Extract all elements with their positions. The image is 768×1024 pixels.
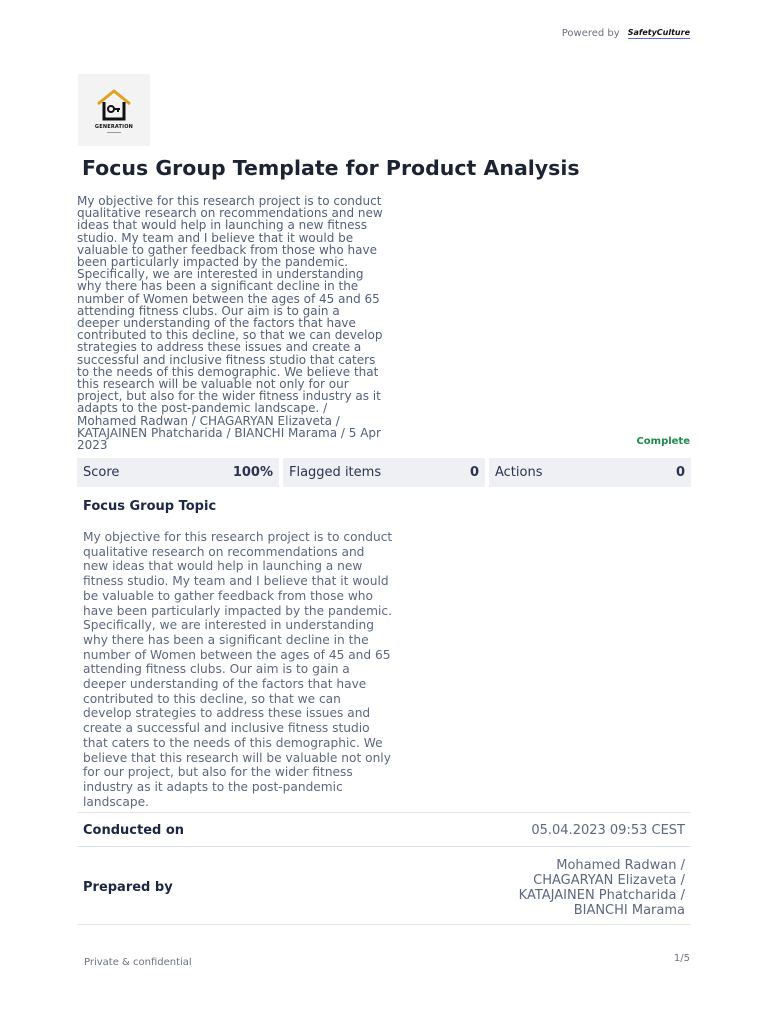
safetyculture-logo: SafetyCulture <box>627 28 690 37</box>
actions-stat <box>489 458 691 487</box>
actions-value: 0 <box>675 465 685 480</box>
house-icon <box>94 88 134 122</box>
divider <box>77 846 691 847</box>
flagged-items-label: Flagged items <box>289 465 382 480</box>
prepared-by-label: Prepared by <box>83 880 173 895</box>
prepared-by-value: Mohamed Radwan / CHAGARYAN Elizaveta / KATAJAINEN Phatcharida / BIANCHI Marama <box>518 858 685 918</box>
confidential-note: Private & confidential <box>84 957 192 968</box>
company-logo <box>78 74 150 146</box>
powered-by-label: Powered by <box>561 28 620 39</box>
conducted-on-value: 05.04.2023 09:53 CEST <box>531 823 685 838</box>
powered-by <box>562 28 690 39</box>
topic-title: Focus Group Topic <box>83 499 217 514</box>
score-value: 100% <box>232 465 273 480</box>
document-title: Focus Group Template for Product Analysis <box>82 156 580 180</box>
divider <box>77 812 691 813</box>
actions-label: Actions <box>495 465 543 480</box>
summary-stats <box>77 458 691 487</box>
document-description: My objective for this research project is to conduct qualitative research on recommendations and new ideas that would help in launching a new fitness studio. My team and I believe that it would be valuable to gather feedback from those who have been particularly impacted by the pandemic. Specifically, we are interested in understanding why there has been a significant decline in the number of Women between the ages of 45 and 65 attending fitness clubs. Our aim is to gain a deeper understanding of the factors that have contributed to this decline, so that we can develop strategies to address these issues and create a successful and inclusive fitness studio that caters to the needs of this demographic. We believe that this research will be valuable not only for our project, but also for the wider fitness industry as it adapts to the post-pandemic landscape. / Mohamed Radwan / CHAGARYAN Elizaveta / KATAJAINEN Phatcharida / BIANCHI Marama / 5 Apr 2023 <box>77 194 383 453</box>
logo-underline <box>107 132 121 133</box>
flagged-items-value: 0 <box>469 465 479 480</box>
divider <box>77 924 691 925</box>
page-number: 1/5 <box>673 953 690 964</box>
conducted-on-label: Conducted on <box>83 823 185 838</box>
logo-wordmark: GENERATION <box>94 123 134 130</box>
score-label: Score <box>83 465 120 480</box>
topic-answer: My objective for this research project is to conduct qualitative research on recommendations and new ideas that would help in launching a new fitness studio. My team and I believe that it would be valuable to gather feedback from those who have been particularly impacted by the pandemic. Specifically, we are interested in understanding why there has been a significant decline in the number of Women between the ages of 45 and 65 attending fitness clubs. Our aim is to gain a deeper understanding of the factors that have contributed to this decline, so that we can develop strategies to address these issues and create a successful and inclusive fitness studio that caters to the needs of this demographic. We believe that this research will be valuable not only for our project, but also for the wider fitness industry as it adapts to the post-pandemic landscape. <box>83 530 393 809</box>
flagged-items-stat <box>283 458 485 487</box>
status-badge: Complete <box>636 436 690 447</box>
score-stat <box>77 458 279 487</box>
